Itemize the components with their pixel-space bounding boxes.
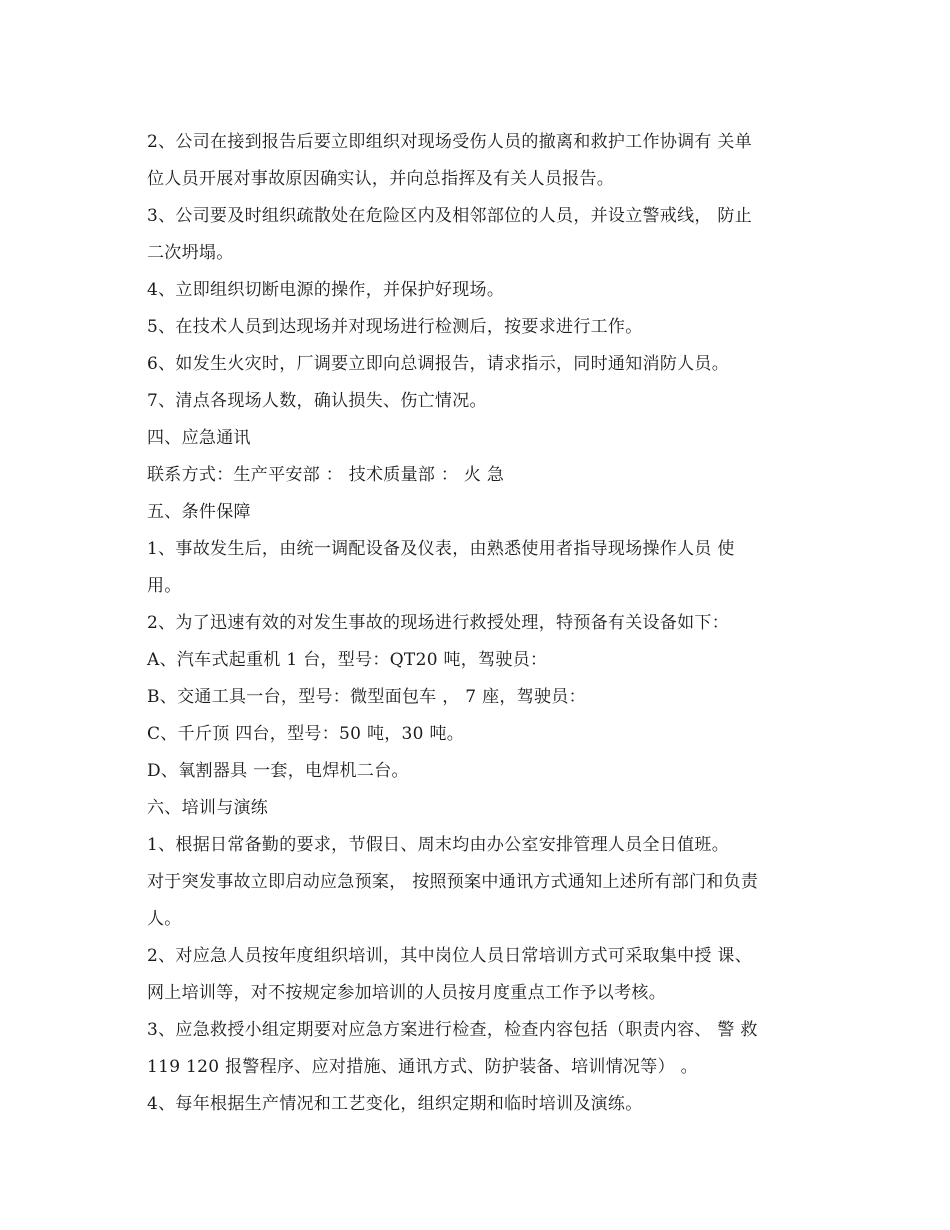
text-line: 4、立即组织切断电源的操作，并保护好现场。 xyxy=(147,280,505,300)
text-line: 2、公司在接到报告后要立即组织对现场受伤人员的撤离和救护工作协调有 关单 xyxy=(147,132,753,152)
section-heading: 四、应急通讯 xyxy=(147,428,251,448)
text-line: 对于突发事故立即启动应急预案， 按照预案中通讯方式通知上述所有部门和负责 xyxy=(147,872,759,892)
text-line: 5、在技术人员到达现场并对现场进行检测后，按要求进行工作。 xyxy=(147,317,643,337)
text-line: 2、为了迅速有效的对发生事故的现场进行救授处理，特预备有关设备如下： xyxy=(147,613,730,633)
text-line: 3、应急救授小组定期要对应急方案进行检查，检查内容包括（职责内容、 警 救 xyxy=(147,1020,758,1040)
text-line: 位人员开展对事故原因确实认，并向总指挥及有关人员报告。 xyxy=(147,169,615,189)
text-line: 119 120 报警程序、应对措施、通讯方式、防护装备、培训情况等） 。 xyxy=(147,1057,698,1077)
text-line: B、交通工具一台，型号：微型面包车 ， 7 座，驾驶员： xyxy=(147,687,586,707)
text-line: 联系方式：生产平安部 ： 技术质量部 ： 火 急 xyxy=(147,465,505,485)
text-line: 网上培训等，对不按规定参加培训的人员按月度重点工作予以考核。 xyxy=(147,983,666,1003)
document-body xyxy=(147,124,807,1123)
text-line: C、千斤顶 四台，型号：50 吨，30 吨。 xyxy=(147,724,465,744)
text-line: 2、对应急人员按年度组织培训，其中岗位人员日常培训方式可采取集中授 课、 xyxy=(147,946,753,966)
section-heading: 六、培训与演练 xyxy=(147,798,269,818)
text-line: 1、根据日常备勤的要求，节假日、周末均由办公室安排管理人员全日值班。 xyxy=(147,835,730,855)
text-line: 3、公司要及时组织疏散处在危险区内及相邻部位的人员，并设立警戒线， 防止 xyxy=(147,206,753,226)
text-line: 用。 xyxy=(147,576,182,596)
text-line: 6、如发生火灾时，厂调要立即向总调报告，请求指示，同时通知消防人员。 xyxy=(147,354,730,374)
text-line: 7、清点各现场人数，确认损失、伤亡情况。 xyxy=(147,391,487,411)
text-line: 人。 xyxy=(147,909,182,929)
section-heading: 五、条件保障 xyxy=(147,502,251,522)
text-line: 1、事故发生后，由统一调配设备及仪表，由熟悉使用者指导现场操作人员 使 xyxy=(147,539,735,559)
text-line: 4、每年根据生产情况和工艺变化，组织定期和临时培训及演练。 xyxy=(147,1094,643,1114)
text-line: D、氧割器具 一套，电焊机二台。 xyxy=(147,761,409,781)
text-line: A、汽车式起重机 1 台，型号：QT20 吨，驾驶员： xyxy=(147,650,548,670)
text-line: 二次坍塌。 xyxy=(147,243,234,263)
